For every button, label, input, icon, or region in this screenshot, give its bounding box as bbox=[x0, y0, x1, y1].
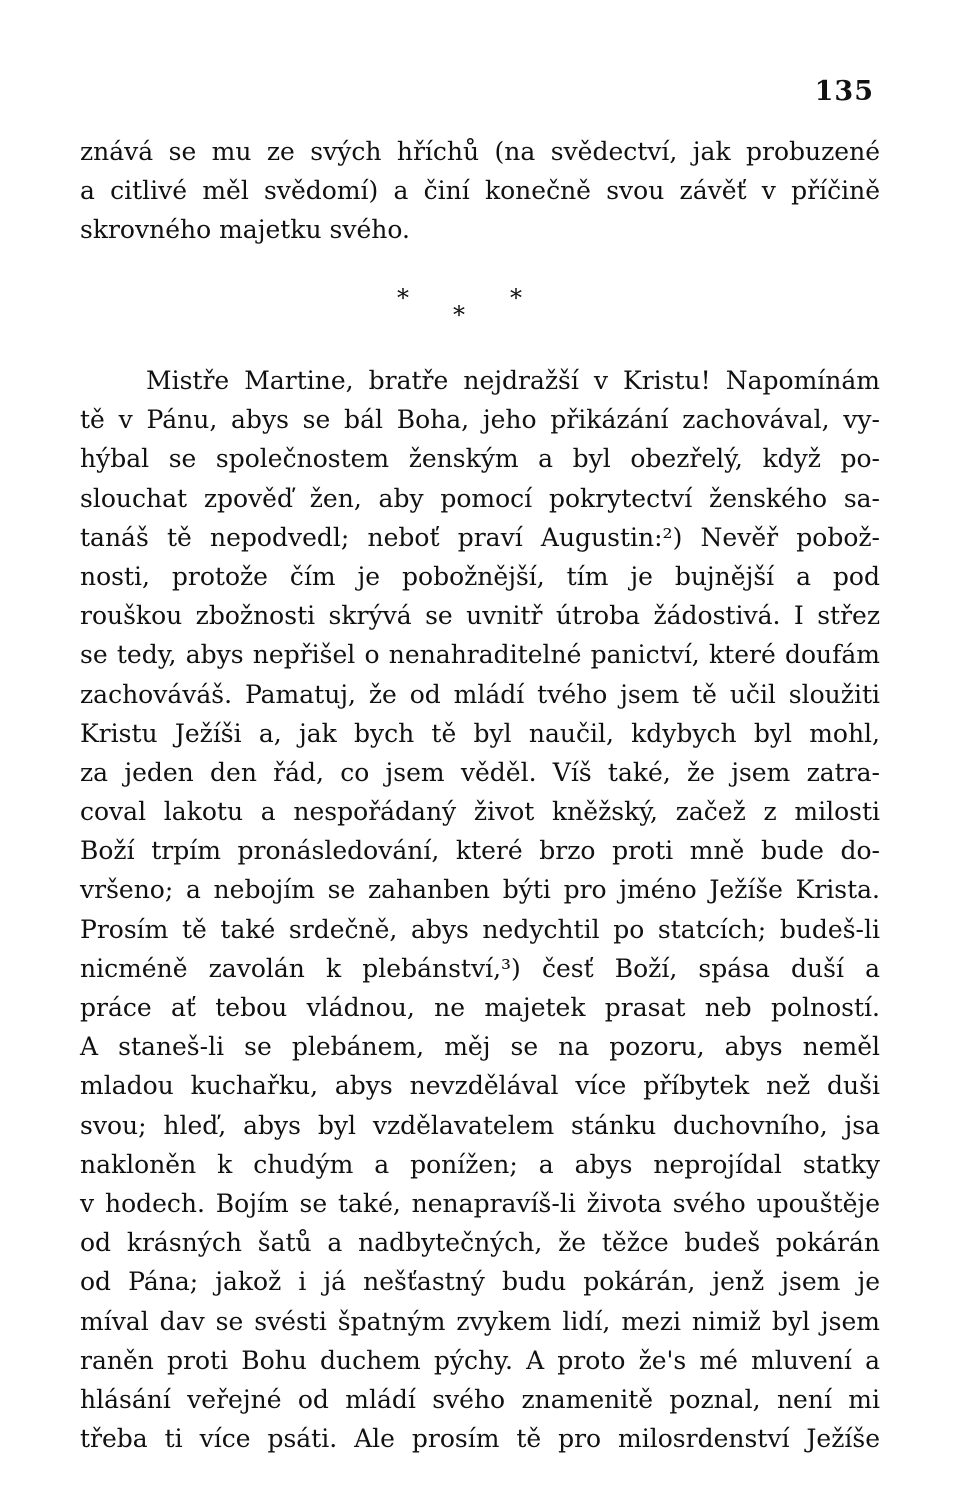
text-line: raněn proti Bohu duchem pýchy. A proto že's mé mluvení a bbox=[80, 1345, 880, 1375]
text-line: nakloněn k chudým a ponížen; a abys neprojídal statky bbox=[80, 1149, 880, 1179]
text-line: třeba ti více psáti. Ale prosím tě pro milosrdenství Ježíše bbox=[80, 1424, 880, 1454]
text-line: nicméně zavolán k plebánství,³) česť Boží, spása duší a bbox=[80, 953, 880, 983]
text-line: tě v Pánu, abys se bál Boha, jeho přikázání zachovával, vy- bbox=[80, 405, 880, 435]
text-line: Mistře Martine, bratře nejdražší v Kristu! Napomínám bbox=[146, 366, 880, 395]
text-line: slouchat zpověď žen, aby pomocí pokrytectví ženského sa- bbox=[80, 483, 880, 513]
text-line: mladou kuchařku, abys nevzdělával více příbytek než duši bbox=[80, 1071, 880, 1101]
asterisk-icon: * bbox=[453, 301, 465, 329]
text-line: skrovného majetku svého. bbox=[80, 215, 410, 245]
paragraph-1 bbox=[80, 132, 880, 250]
asterisk-icon: * bbox=[510, 284, 522, 312]
text-line: za jeden den řád, co jsem věděl. Víš také, že jsem zatra- bbox=[80, 757, 880, 787]
text-line: míval dav se svésti špatným zvykem lidí, mezi nimiž byl jsem bbox=[80, 1306, 880, 1336]
text-line: vršeno; a nebojím se zahanben býti pro jméno Ježíše Krista. bbox=[80, 875, 880, 905]
text-line: od Pána; jakož i já nešťastný budu pokárán, jenž jsem je bbox=[80, 1267, 880, 1297]
paragraph-2 bbox=[80, 361, 880, 1458]
text-line: svou; hleď, abys byl vzdělavatelem stánku duchovního, jsa bbox=[80, 1110, 880, 1140]
text-line: Prosím tě také srdečně, abys nedychtil po statcích; budeš-li bbox=[80, 914, 880, 944]
text-line: se tedy, abys nepřišel o nenahraditelné panictví, které doufám bbox=[80, 640, 880, 670]
text-line: od krásných šatů a nadbytečných, že těžce budeš pokárán bbox=[80, 1228, 880, 1258]
text-line: práce ať tebou vládnou, ne majetek prasat neb polností. bbox=[80, 993, 880, 1022]
text-line: zachováváš. Pamatuj, že od mládí tvého jsem tě učil sloužiti bbox=[80, 679, 880, 709]
text-line: Boží trpím pronásledování, které brzo proti mně bude do- bbox=[80, 836, 880, 866]
text-line: hýbal se společnostem ženským a byl obezřelý, když po- bbox=[80, 444, 880, 474]
text-line: hlásání veřejné od mládí svého znamenitě poznal, není mi bbox=[80, 1384, 880, 1414]
text-line: Kristu Ježíši a, jak bych tě byl naučil, kdybych byl mohl, bbox=[80, 718, 880, 748]
text-line: a citlivé měl svědomí) a činí konečně svou závěť v příčině bbox=[80, 176, 880, 206]
text-line: A staneš-li se plebánem, měj se na pozoru, abys neměl bbox=[80, 1032, 880, 1062]
page-number: 135 bbox=[814, 76, 874, 107]
text-line: coval lakotu a nespořádaný život kněžský, začež z milosti bbox=[80, 797, 880, 827]
text-line: znává se mu ze svých hříchů (na svědectví, jak probuzené bbox=[80, 137, 880, 166]
text-line: nosti, protože čím je pobožnější, tím je bujnější a pod bbox=[80, 561, 880, 591]
asterisk-icon: * bbox=[397, 284, 409, 312]
text-line: rouškou zbožnosti skrývá se uvnitř útroba žádostivá. I střez bbox=[80, 601, 880, 631]
text-line: tanáš tě nepodvedl; neboť praví Augustin:²) Nevěř pobož- bbox=[80, 522, 880, 552]
text-line: v hodech. Bojím se také, nenapravíš-li života svého upouštěje bbox=[80, 1188, 880, 1218]
